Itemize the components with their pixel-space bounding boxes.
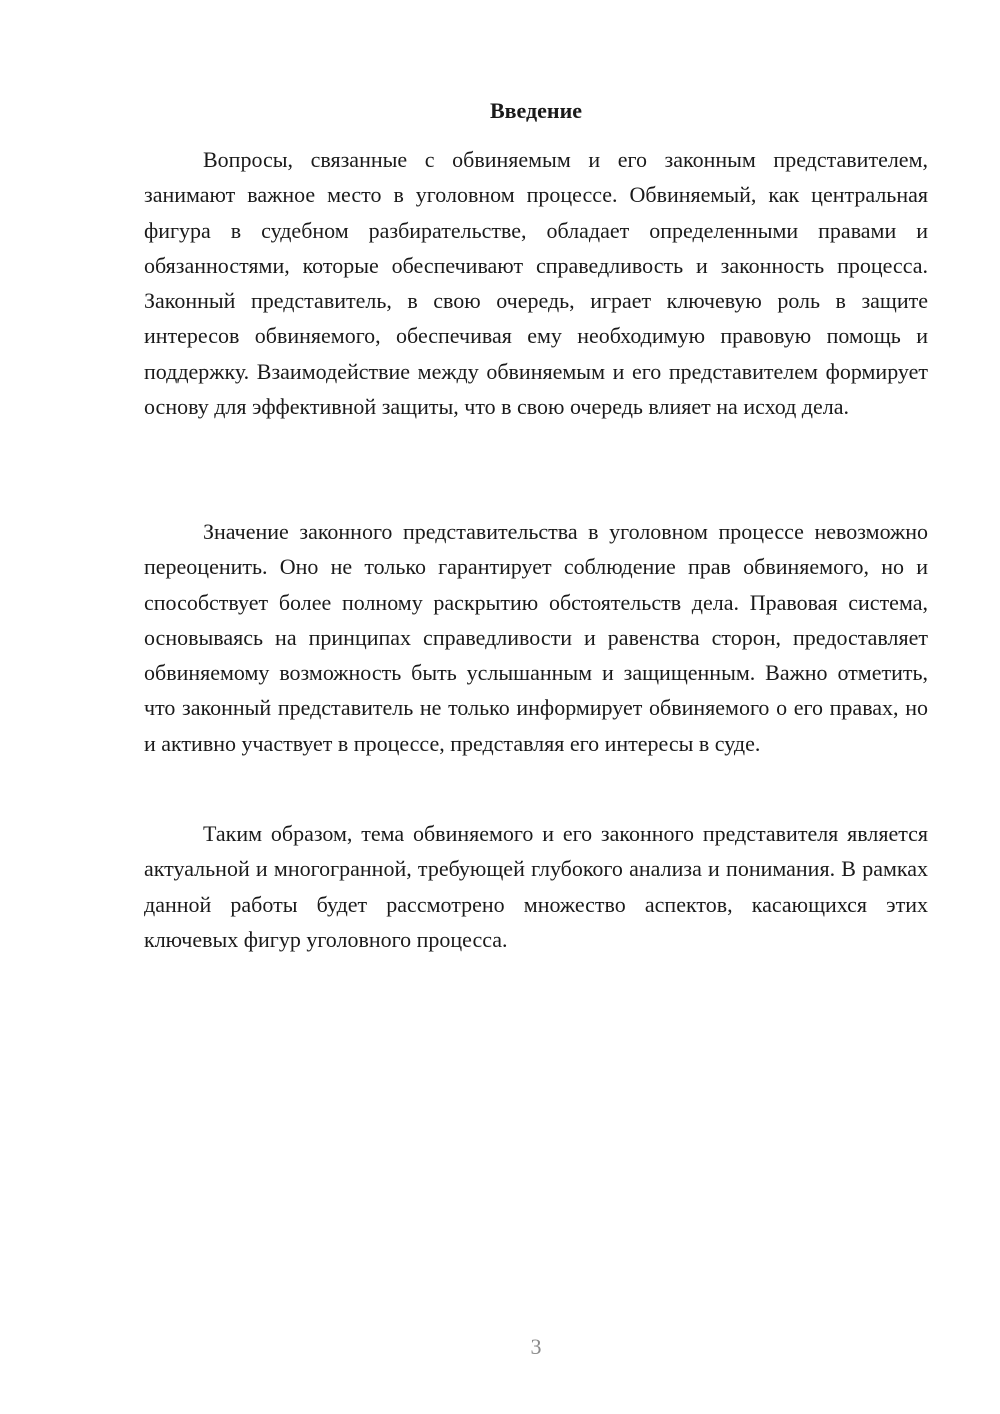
body-paragraph: Значение законного представительства в уголовном процессе невозможно переоценить. Оно не только гарантирует соблюдение прав обвиняемого, но и способствует более полному раскрытию обстоятельств дела. Правовая система, основываясь на принципах справедливости и равенства сторон, предоставляет обвиняемому возможность быть услышанным и защищенным. Важно отметить, что законный представитель не только информирует обвиняемого о его правах, но и активно участвует в процессе, представляя его интересы в суде. — [144, 519, 928, 756]
body-paragraph: Таким образом, тема обвиняемого и его законного представителя является актуальной и многогранной, требующей глубокого анализа и понимания. В рамках данной работы будет рассмотрено множество аспектов, касающихся этих ключевых фигур уголовного процесса. — [144, 821, 928, 952]
section-heading: Введение — [489, 98, 583, 123]
body-paragraph: Вопросы, связанные с обвиняемым и его законным представителем, занимают важное место в уголовном процессе. Обвиняемый, как центральная фигура в судебном разбирательстве, обладает определенными правами и обязанностями, которые обеспечивают справедливость и законность процесса. Законный представитель, в свою очередь, играет ключевую роль в защите интересов обвиняемого, обеспечивая ему необходимую правовую помощь и поддержку. Взаимодействие между обвиняемым и его представителем формирует основу для эффективной защиты, что в свою очередь влияет на исход дела. — [144, 147, 928, 420]
page-number: 3 — [530, 1334, 542, 1359]
